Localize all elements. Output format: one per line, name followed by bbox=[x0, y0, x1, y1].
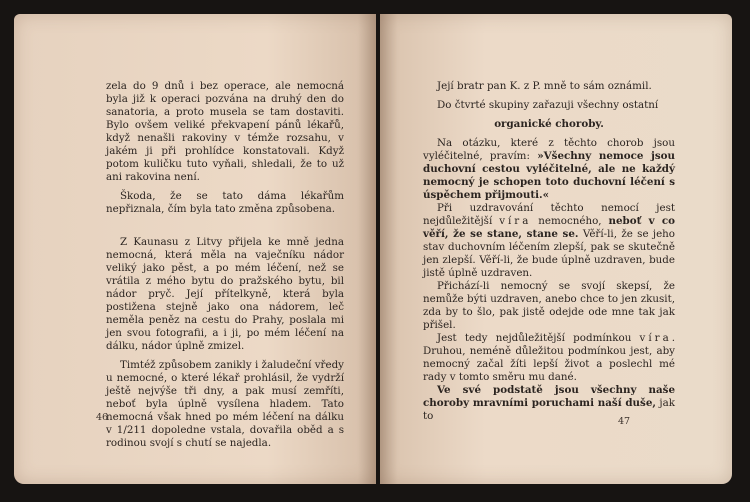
paragraph bbox=[423, 137, 675, 202]
paragraph bbox=[423, 332, 675, 384]
paragraph: Její bratr pan K. z P. mně to sám oznámil. bbox=[437, 80, 652, 92]
spaced-word: víra bbox=[639, 332, 672, 344]
spaced-word: víra bbox=[499, 215, 532, 227]
left-page bbox=[14, 14, 376, 484]
text-span: nemocného, bbox=[531, 215, 609, 227]
emphasis-span: »Všechny nemoce jsou duchovní cestou vyléčitelné, ale ne každý nemocný je schopen toto duchovní léčení s úspěchem přijmouti.« bbox=[423, 150, 675, 201]
right-page bbox=[380, 14, 732, 484]
page-number: 47 bbox=[618, 416, 631, 427]
section-heading: organické choroby. bbox=[494, 118, 604, 130]
text-span: jak to bbox=[423, 397, 675, 422]
text-span: Jest tedy nejdůležitější podmínkou bbox=[437, 332, 640, 344]
text-span: . Druhou, neméně důležitou podmínkou jest, aby nemocný začal žíti lepší život a poslechl mé rady v tomto směru mu dané. bbox=[423, 332, 675, 383]
paragraph: Z Kaunasu z Litvy přijela ke mně jedna nemocná, která měla na vaječníku nádor veliký jako pěst, a po mém léčení, než se vrátila z mého bytu do pražského bytu, bil nádor pryč. Její přítelkyně, která byla postižena stejně jako ona nádorem, leč neměla peněz na cestu do Prahy, poslala mi jen svou fotografii, a i ji, po mém léčení na dálku, nádor úplně zmizel. bbox=[106, 236, 344, 352]
emphasis-span: Ve své podstatě jsou všechny naše choroby mravními poruchami naší duše, bbox=[423, 384, 675, 409]
paragraph bbox=[423, 202, 675, 280]
text-span: Při uzdravování těchto nemocí jest nejdůležitější bbox=[423, 202, 675, 227]
paragraph: zela do 9 dnů i bez operace, ale nemocná byla již k operaci pozvána na druhý den do sanatoria, a proto musela se tam dostaviti. Bylo ovšem veliké překvapení pánů lékařů, když nenašli rakoviny v témže rozsahu, v jakém ji při prohlídce konstatovali. Když potom kuličku tuto vyňali, shledali, že to už ani rakovina není. bbox=[106, 80, 344, 183]
page-number: 46 bbox=[96, 412, 109, 423]
paragraph: Timtéž způsobem zanikly i žaludeční vředy u nemocné, o které lékař prohlásil, že vydrží ještě nejvýše tři dny, a pak musí zemříti, neboť byla úplně vysílena hladem. Tato nemocná však hned po mém léčení na dálku v 1/211 dopoledne vstala, dovařila oběd a s rodinou svojí s chutí se najedla. bbox=[106, 359, 344, 449]
left-text-column bbox=[106, 80, 344, 450]
paragraph bbox=[423, 384, 675, 423]
paragraph: Škoda, že se tato dáma lékařům nepřiznala, čím byla tato změna způsobena. bbox=[106, 190, 344, 215]
right-text-column bbox=[423, 80, 675, 423]
text-span: Na otázku, které z těchto chorob jsou vyléčitelné, pravím: bbox=[423, 137, 675, 162]
text-span: Věří-li, že se jeho stav duchovním léčením zlepší, pak se skutečně jen zlepší. Věří-li, že bude úplně uzdraven, bude jistě úplně uzdraven. bbox=[423, 228, 676, 279]
paragraph: Přichází-li nemocný se svojí skepsí, že nemůže býti uzdraven, anebo chce to jen zkusit, zda by to šlo, pak jistě odejde ode mne tak jak přišel. bbox=[423, 280, 675, 331]
paragraph: Do čtvrté skupiny zařazuji všechny ostatní bbox=[437, 99, 659, 111]
emphasis-span: neboť v co věří, že se stane, stane se. bbox=[423, 215, 675, 240]
